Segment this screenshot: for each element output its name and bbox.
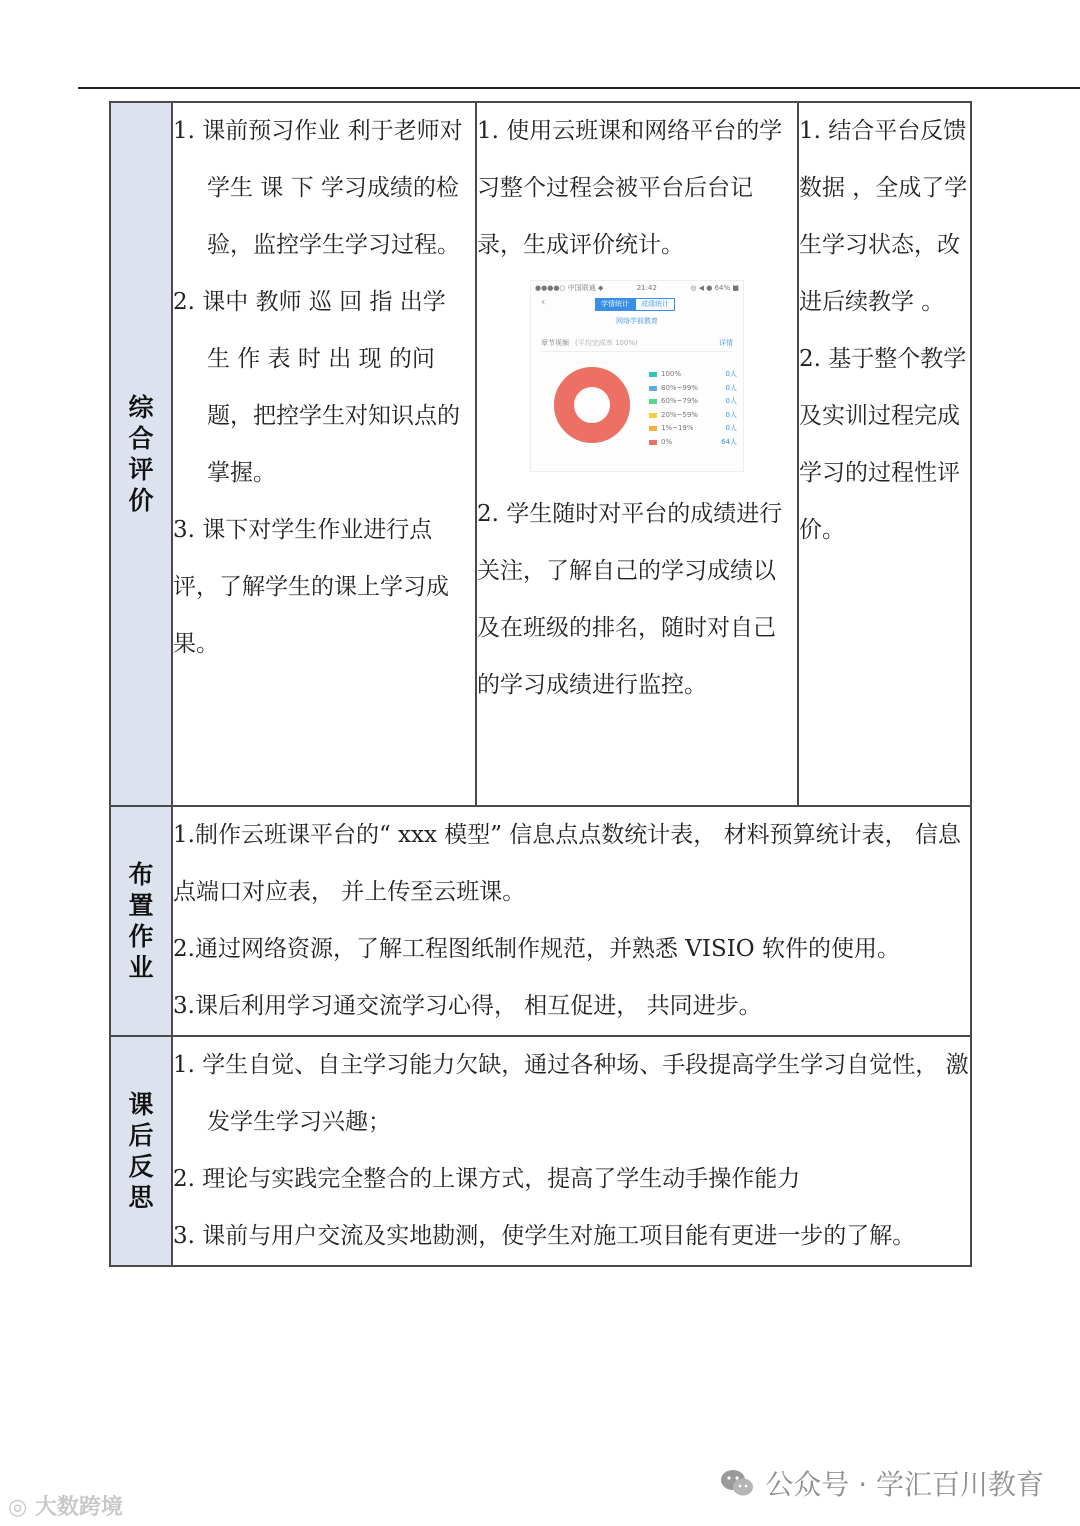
legend-label: 80%~99% — [661, 383, 698, 392]
legend-swatch — [649, 372, 657, 377]
evaluation-row — [110, 102, 971, 806]
homework-item: 1.制作云班课平台的“ xxx 模型” 信息点点数统计表， 材料预算统计表， 信息点端口对应表， 并上传至云班课。 — [173, 822, 961, 905]
watermark-left: ◎ 大数跨境 — [8, 1495, 123, 1520]
reflection-row — [110, 1036, 971, 1266]
legend-swatch — [649, 413, 657, 418]
evaluation-col3-item: 1. 结合平台反馈数据 ，全成了学生学习状态，改进后续教学 。 — [799, 118, 968, 315]
legend-count: 0人 — [725, 410, 737, 419]
watermark-right — [719, 1463, 1044, 1503]
legend-label: 100% — [661, 370, 682, 379]
phone-tabs — [595, 298, 675, 311]
phone-section-row — [541, 339, 733, 352]
legend-item — [649, 436, 737, 450]
watermark-right-text: 公众号 · 学汇百川教育 — [765, 1468, 1044, 1501]
phone-screenshot — [530, 280, 744, 472]
donut-chart — [553, 366, 631, 444]
tab-score-stats[interactable]: 成绩统计 — [635, 298, 675, 311]
reflection-item: 3. 课前与用户交流及实地勘测，使学生对施工项目能有更进一步的了解。 — [173, 1223, 916, 1249]
reflection-item: 1. 学生自觉、自主学习能力欠缺，通过各种场、手段提高学生学习自觉性， 激发学生学习兴趣； — [173, 1052, 969, 1135]
evaluation-label: 综合评价 — [128, 393, 154, 515]
phone-course-title: 网络学前教育 — [616, 317, 658, 325]
evaluation-col1-item: 2. 课中 教师 巡 回 指 出学 生 作 表 时 出 现 的问题，把控学生对知识点的掌握。 — [173, 289, 460, 486]
reflection-label-cell — [110, 1036, 172, 1266]
legend-item — [649, 409, 737, 423]
phone-battery: ◎ ◀ ● 64% ■ — [690, 284, 739, 292]
evaluation-col2 — [476, 102, 798, 806]
legend-count: 0人 — [725, 397, 737, 406]
homework-label: 布置作业 — [128, 860, 154, 982]
wechat-icon — [719, 1468, 755, 1498]
homework-content — [172, 806, 971, 1036]
legend-label: 1%~19% — [661, 424, 694, 433]
evaluation-label-cell — [110, 102, 172, 806]
legend-count: 0人 — [725, 383, 737, 392]
legend-count: 64人 — [721, 437, 737, 446]
homework-row — [110, 806, 971, 1036]
evaluation-col1-item: 1. 课前预习作业 利于老师对学生 课 下 学习成绩的检验，监控学生学习过程。 — [173, 118, 463, 258]
reflection-content — [172, 1036, 971, 1266]
phone-carrier: ●●●●○ 中国联通 ◆ — [535, 284, 604, 292]
tab-learning-stats[interactable]: 学情统计 — [595, 298, 635, 311]
evaluation-col1-item: 3. 课下对学生作业进行点评，了解学生的课上学习成果。 — [173, 517, 449, 657]
legend-label: 0% — [661, 437, 673, 446]
header-rule — [78, 87, 1080, 89]
legend-swatch — [649, 440, 657, 445]
phone-detail-link[interactable]: 详情 — [719, 339, 733, 347]
evaluation-col2-item: 1. 使用云班课和网络平台的学习整个过程会被平台后台记录，生成评价统计。 — [477, 118, 783, 258]
legend-item — [649, 368, 737, 382]
phone-section: 章节视频 — [541, 339, 569, 347]
legend-item — [649, 382, 737, 396]
legend-item — [649, 395, 737, 409]
legend-swatch — [649, 399, 657, 404]
homework-item: 2.通过网络资源，了解工程图纸制作规范，并熟悉 VISIO 软件的使用。 — [173, 936, 900, 962]
homework-item: 3.课后利用学习通交流学习心得， 相互促进， 共同进步。 — [173, 993, 762, 1019]
legend-label: 60%~79% — [661, 397, 698, 406]
donut-center-label: 共13个 — [578, 401, 606, 410]
reflection-item: 2. 理论与实践完全整合的上课方式，提高了学生动手操作能力 — [173, 1166, 801, 1192]
legend-label: 20%~59% — [661, 410, 698, 419]
legend-swatch — [649, 386, 657, 391]
evaluation-col2-item: 2. 学生随时对平台的成绩进行关注，了解自己的学习成绩以及在班级的排名，随时对自己的学习成绩进行监控。 — [477, 501, 783, 698]
evaluation-col3-item: 2. 基于整个教学及实训过程完成学习的过程性评价。 — [799, 346, 967, 543]
donut-legend — [649, 368, 737, 449]
phone-nav — [531, 295, 743, 313]
phone-rate: (平均完成率 100%) — [575, 339, 638, 347]
legend-item — [649, 422, 737, 436]
back-icon[interactable]: ‹ — [541, 295, 546, 308]
legend-count: 0人 — [725, 424, 737, 433]
legend-swatch — [649, 426, 657, 431]
phone-time: 21:42 — [636, 284, 657, 292]
lesson-table — [109, 101, 972, 1267]
legend-count: 0人 — [725, 370, 737, 379]
evaluation-col1 — [172, 102, 476, 806]
homework-label-cell — [110, 806, 172, 1036]
evaluation-col3 — [798, 102, 971, 806]
reflection-label: 课后反思 — [128, 1090, 154, 1212]
phone-status-bar — [535, 284, 739, 294]
